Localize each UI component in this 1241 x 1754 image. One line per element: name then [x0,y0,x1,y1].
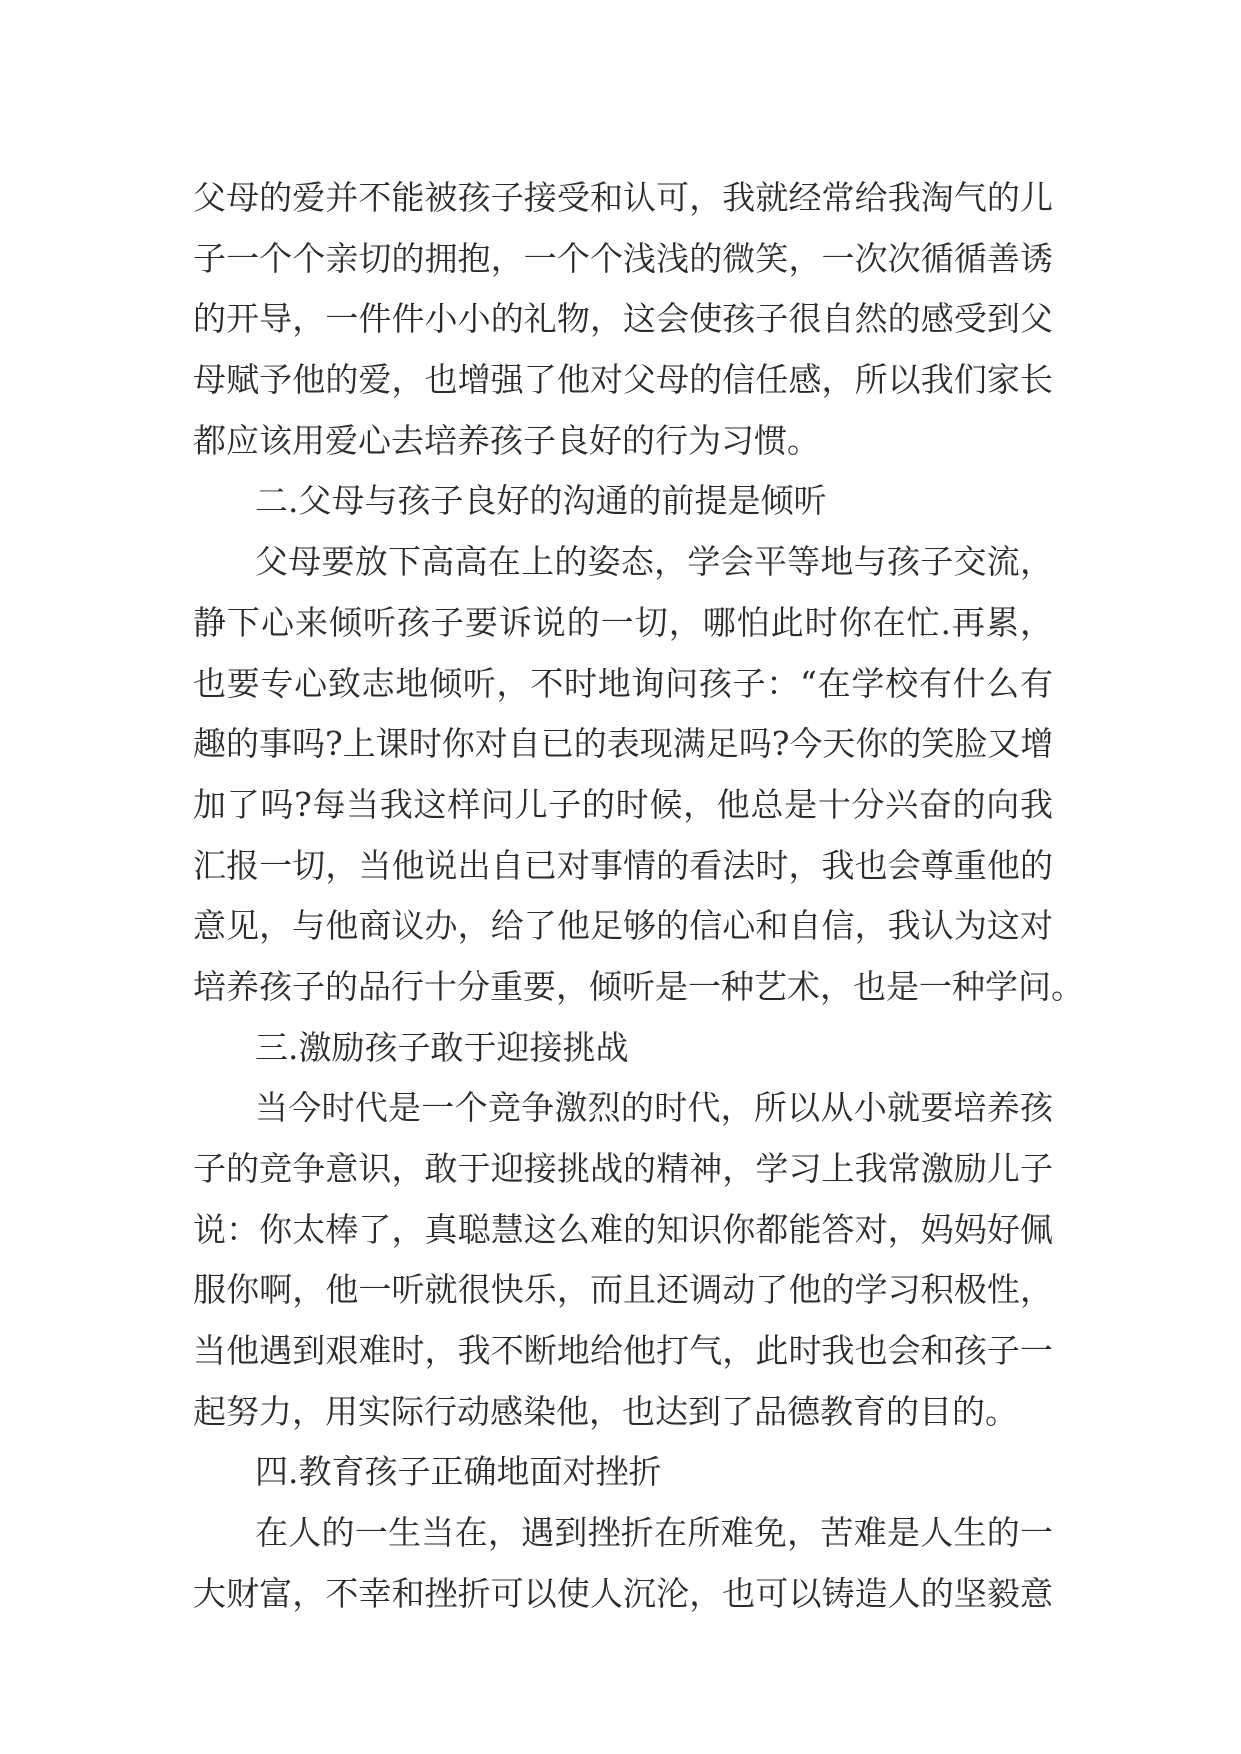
text-line: 的开导，一件件小小的礼物，这会使孩子很自然的感受到父 [193,299,1053,339]
text-line: 意见，与他商议办，给了他足够的信心和自信，我认为这对 [193,906,1053,946]
text-line: 服你啊，他一听就很快乐，而且还调动了他的学习积极性， [193,1270,1053,1310]
text-line: 汇报一切，当他说出自已对事情的看法时，我也会尊重他的 [193,845,1053,885]
text-line: 加了吗?每当我这样问儿子的时候，他总是十分兴奋的向我 [193,784,1053,824]
text-line: 起努力，用实际行动感染他，也达到了品德教育的目的。 [193,1391,1018,1431]
text-line: 父母要放下高高在上的姿态，学会平等地与孩子交流， [255,542,1053,582]
text-line: 子一个个亲切的拥抱，一个个浅浅的微笑，一次次循循善诱 [193,238,1053,278]
text-line: 父母的爱并不能被孩子接受和认可，我就经常给我淘气的儿 [193,178,1053,217]
body-text [193,168,1084,1625]
text-line: 也要专心致志地倾听，不时地询问孩子：“在学校有什么有 [193,663,1053,703]
section-heading: 二.父母与孩子良好的沟通的前提是倾听 [255,481,827,521]
text-line: 当今时代是一个竞争激烈的时代，所以从小就要培养孩 [255,1088,1053,1128]
text-line: 在人的一生当在，遇到挫折在所难免，苦难是人生的一 [255,1513,1053,1553]
text-line: 静下心来倾听孩子要诉说的一切，哪怕此时你在忙.再累， [193,602,1053,642]
text-line: 大财富，不幸和挫折可以使人沉沦，也可以铸造人的坚毅意 [193,1573,1053,1613]
text-line: 都应该用爱心去培养孩子良好的行为习惯。 [193,420,820,460]
text-line: 子的竞争意识，敢于迎接挑战的精神，学习上我常激励儿子 [193,1149,1053,1188]
text-line: 说：你太棒了，真聪慧这么难的知识你都能答对，妈妈好佩 [193,1209,1053,1249]
text-line: 培养孩子的品行十分重要，倾听是一种艺术，也是一种学问。 [193,966,1084,1006]
section-heading: 四.教育孩子正确地面对挫折 [255,1452,662,1492]
text-line: 当他遇到艰难时，我不断地给他打气，此时我也会和孩子一 [193,1331,1053,1371]
text-line: 母赋予他的爱，也增强了他对父母的信任感，所以我们家长 [193,360,1053,400]
section-heading: 三.激励孩子敢于迎接挑战 [255,1027,629,1067]
text-line: 趣的事吗?上课时你对自已的表现满足吗?今天你的笑脸又增 [193,724,1054,764]
